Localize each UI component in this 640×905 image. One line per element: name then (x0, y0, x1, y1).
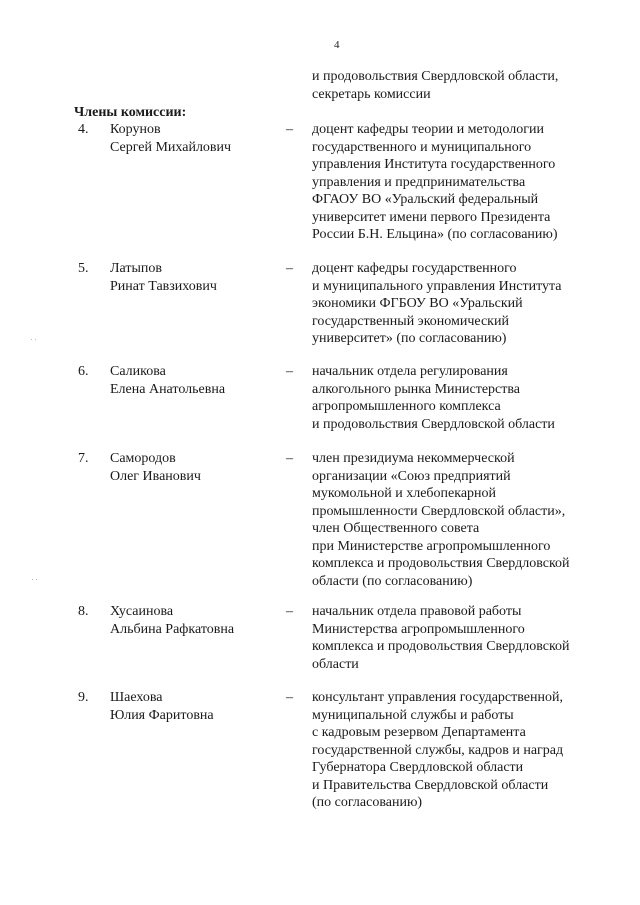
description-line: при Министерстве агропромышленного (312, 538, 551, 554)
section-heading: Члены комиссии: (74, 105, 187, 120)
description-line: с кадровым резервом Департамента (312, 725, 526, 740)
member-number: 4. (78, 122, 89, 137)
description-line: промышленности Свердловской области», (312, 503, 566, 519)
description-line: агропромышленного комплекса (312, 399, 501, 414)
member-number: 9. (78, 690, 89, 705)
member-dash: – (286, 122, 293, 137)
description-line: ФГАОУ ВО «Уральский федеральный (312, 192, 539, 207)
description-line: Министерства агропромышленного (312, 621, 525, 637)
description-line: университет» (по согласованию) (312, 331, 507, 346)
member-name (110, 689, 280, 724)
intro-line: и продовольствия Свердловской области, (312, 69, 559, 84)
member-name (110, 260, 280, 295)
member-given-name: Олег Иванович (110, 468, 201, 484)
member-surname: Хусаинова (110, 604, 174, 619)
description-line: и муниципального управления Института (312, 278, 562, 294)
member-name (110, 363, 280, 398)
member-description (312, 260, 622, 348)
member-surname: Корунов (110, 122, 161, 137)
scan-speck (36, 579, 37, 580)
member-number: 5. (78, 261, 89, 276)
description-line: (по согласованию) (312, 795, 423, 810)
description-line: области (по согласованию) (312, 573, 473, 589)
member-name (110, 450, 280, 485)
description-line: России Б.Н. Ельцина» (по согласованию) (312, 227, 558, 242)
description-line: консультант управления государственной, (312, 690, 563, 705)
description-line: доцент кафедры теории и методологии (312, 122, 544, 137)
member-given-name: Юлия Фаритовна (110, 707, 214, 723)
description-line: управления Института государственного (312, 157, 556, 172)
description-line: комплекса и продовольствия Свердловской (312, 556, 570, 571)
intro-line: секретарь комиссии (312, 86, 431, 102)
member-number: 8. (78, 604, 89, 619)
description-line: комплекса и продовольствия Свердловской (312, 639, 570, 654)
description-line: государственной службы, кадров и наград (312, 742, 564, 758)
member-surname: Шаехова (110, 690, 163, 705)
member-surname: Самородов (110, 451, 176, 466)
member-surname: Латыпов (110, 261, 162, 276)
description-line: университет имени первого Президента (312, 209, 551, 225)
scan-speck (31, 339, 32, 340)
description-line: доцент кафедры государственного (312, 261, 517, 276)
description-line: и продовольствия Свердловской области (312, 416, 555, 432)
member-dash: – (286, 261, 293, 276)
description-line: управления и предпринимательства (312, 174, 526, 190)
member-dash: – (286, 690, 293, 705)
member-description (312, 121, 622, 244)
member-given-name: Сергей Михайлович (110, 139, 232, 155)
intro-continuation (312, 68, 612, 103)
member-given-name: Ринат Тавзихович (110, 278, 217, 294)
description-line: алкогольного рынка Министерства (312, 381, 521, 397)
description-line: организации «Союз предприятий (312, 468, 511, 484)
description-line: государственный экономический (312, 313, 509, 329)
description-line: Губернатора Свердловской области (312, 760, 524, 775)
description-line: муниципальной службы и работы (312, 707, 514, 723)
member-given-name: Елена Анатольевна (110, 381, 226, 397)
member-dash: – (286, 451, 293, 466)
member-surname: Саликова (110, 364, 166, 379)
member-description (312, 363, 622, 433)
member-dash: – (286, 604, 293, 619)
member-description (312, 450, 622, 590)
description-line: начальник отдела правовой работы (312, 604, 522, 619)
page-number: 4 (334, 39, 340, 51)
member-dash: – (286, 364, 293, 379)
description-line: начальник отдела регулирования (312, 364, 508, 379)
member-name (110, 121, 280, 156)
description-line: государственного и муниципального (312, 139, 532, 155)
member-description (312, 689, 622, 812)
description-line: член Общественного совета (312, 521, 480, 536)
description-line: и Правительства Свердловской области (312, 777, 549, 793)
member-number: 6. (78, 364, 89, 379)
description-line: экономики ФГБОУ ВО «Уральский (312, 296, 523, 311)
member-name (110, 603, 280, 638)
member-description (312, 603, 622, 673)
member-number: 7. (78, 451, 89, 466)
description-line: мукомольной и хлебопекарной (312, 486, 497, 501)
scan-speck (35, 339, 36, 340)
description-line: член президиума некоммерческой (312, 451, 515, 466)
scan-speck (32, 579, 33, 580)
description-line: области (312, 656, 359, 672)
member-given-name: Альбина Рафкатовна (110, 621, 235, 637)
